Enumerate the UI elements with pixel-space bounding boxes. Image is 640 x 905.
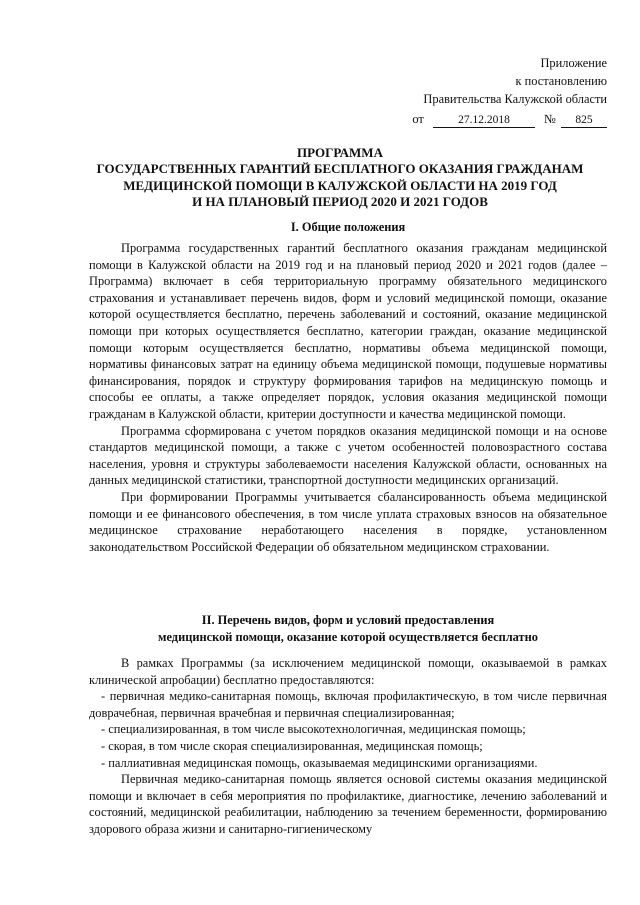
approval-date: 27.12.2018 bbox=[433, 113, 535, 128]
list-item: - паллиативная медицинская помощь, оказываемая медицинскими организациями. bbox=[101, 755, 538, 770]
section-1-paragraph-1: Программа государственных гарантий бесплатного оказания гражданам медицинской помощи в Калужской области на 2019 год и на плановый период 2020 и 2021 годов (далее – Программа) включает в себя территориальную программу обязательного медицинского страхования и устанавливает перечень видов, форм и условий медицинской помощи, оказание которой осуществляется бесплатно, перечень заболеваний и состояний, оказание медицинской помощи при которых осуществляется бесплатно, категории граждан, оказание медицинской помощи которым осуществляется бесплатно, нормативы объема медицинской помощи, нормативы финансовых затрат на единицу объема медицинской помощи, подушевые нормативы финансирования, порядок и структуру формирования тарифов на медицинскую помощь и способы ее оплаты, а также определяет порядок, условия оказания медицинской помощи гражданам в Калужской области, критерии доступности и качества медицинской помощи. bbox=[89, 241, 607, 421]
title-line-1: ПРОГРАММА bbox=[297, 145, 383, 160]
title-line-3: МЕДИЦИНСКОЙ ПОМОЩИ В КАЛУЖСКОЙ ОБЛАСТИ НА 2019 ГОД bbox=[123, 177, 557, 193]
section-1-body bbox=[89, 240, 607, 555]
section-1-paragraph-3: При формировании Программы учитывается сбалансированность объема медицинской помощи и ее финансового обеспечения, в том числе уплата страховых взносов на обязательное медицинское страхование неработающего населения в порядке, установленном законодательством Российской Федерации об обязательном медицинском страховании. bbox=[89, 489, 607, 554]
approval-line-government: Правительства Калужской области bbox=[423, 92, 607, 106]
section-1-heading: I. Общие положения bbox=[290, 220, 406, 234]
approval-date-row bbox=[412, 110, 607, 128]
section-2-heading-line-2: медицинской помощи, оказание которой осуществляется бесплатно bbox=[158, 629, 538, 644]
title-line-4: И НА ПЛАНОВЫЙ ПЕРИОД 2020 И 2021 ГОДОВ bbox=[192, 194, 488, 210]
document-title bbox=[60, 145, 620, 211]
section-2-paragraph-last: Первичная медико-санитарная помощь является основой системы оказания медицинской помощи и включает в себя мероприятия по профилактике, диагностике, лечению заболеваний и состояний, медицинской реабилитации, наблюдению за течением беременности, формированию здорового образа жизни и санитарно-гигиеническому bbox=[89, 772, 607, 836]
list-item: - скорая, в том числе скорая специализированная, медицинская помощь; bbox=[101, 738, 483, 753]
approval-block bbox=[412, 54, 607, 128]
section-2-heading bbox=[89, 612, 607, 645]
section-2-intro: В рамках Программы (за исключением медицинской помощи, оказываемой в рамках клинической апробации) бесплатно предоставляются: bbox=[89, 656, 607, 687]
approval-line-resolution: к постановлению bbox=[515, 74, 607, 88]
from-label: от bbox=[412, 112, 424, 126]
approval-line-appendix: Приложение bbox=[540, 56, 607, 70]
section-2-heading-line-1: II. Перечень видов, форм и условий предоставления bbox=[201, 613, 495, 627]
title-line-2: ГОСУДАРСТВЕННЫХ ГАРАНТИЙ БЕСПЛАТНОГО ОКАЗАНИЯ ГРАЖДАНАМ bbox=[96, 161, 584, 177]
number-label: № bbox=[544, 112, 556, 126]
section-2-body bbox=[89, 655, 607, 838]
list-item: - первичная медико-санитарная помощь, включая профилактическую, в том числе первичная доврачебная, первичная врачебная и первичная специализированная; bbox=[89, 689, 607, 720]
list-item: - специализированная, в том числе высокотехнологичная, медицинская помощь; bbox=[101, 722, 526, 737]
section-1-paragraph-2: Программа сформирована с учетом порядков оказания медицинской помощи и на основе стандартов медицинской помощи, а также с учетом особенностей половозрастного состава населения, уровня и структуры заболеваемости населения Калужской области, основанных на данных медицинской статистики, транспортной доступности медицинских организаций. bbox=[89, 423, 607, 488]
approval-number: 825 bbox=[561, 113, 607, 128]
